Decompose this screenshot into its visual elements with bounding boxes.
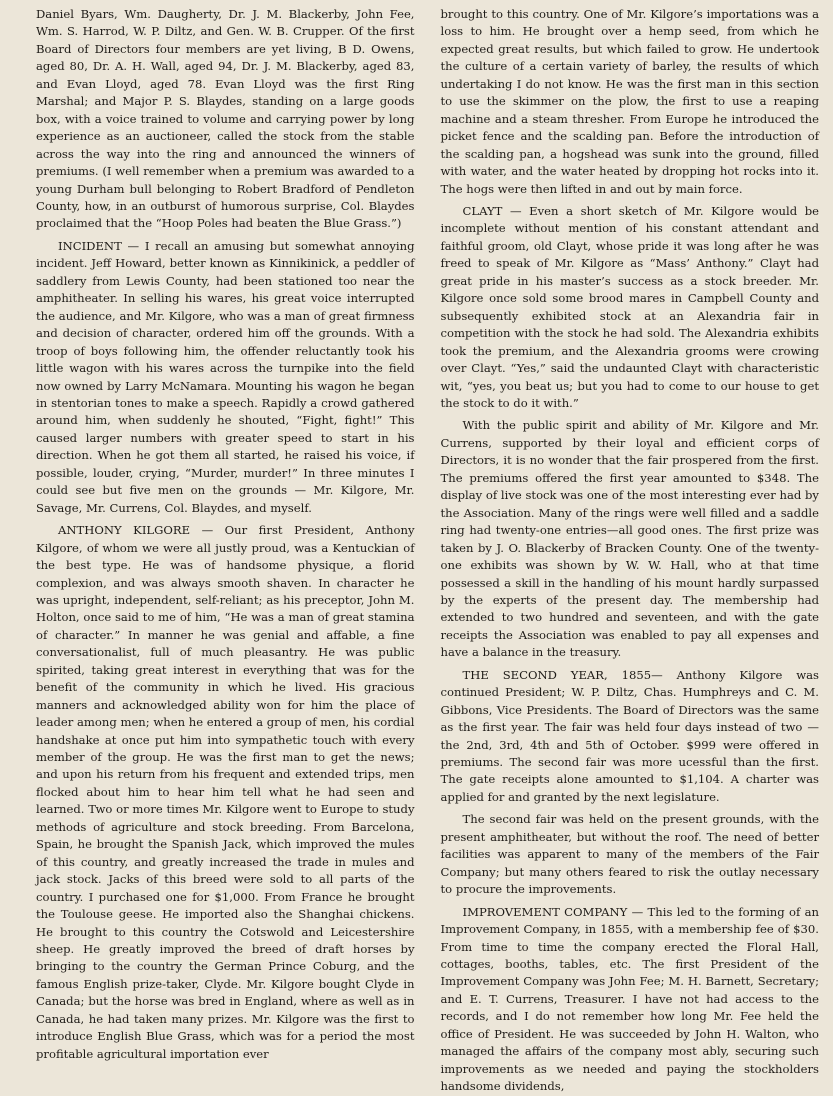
paragraph: With the public spirit and ability of Mr. Kilgore and Mr. Currens, supported by their loyal and efficient corps of Directors, it is no wonder that the fair prospered from the first. The premiums offered the first year amounted to $348. The display of live stock was one of the most interesting ever had by the Association. Many of the rings were well filled and a saddle ring had twenty-one entries—all good ones. The first prize was taken by J. O. Blackerby of Bracken County. One of the twenty-one exhibits was shown by W. W. Hall, who at that time possessed a skill in the handling of his mount hardly surpassed by the experts of the present day. The membership had extended to two hundred and seventeen, and with the gate receipts the Association was enabled to pay all expenses and have a balance in the treasury. xyxy=(440,418,819,660)
right-column xyxy=(440,6,820,1094)
paragraph: Daniel Byars, Wm. Daugherty, Dr. J. M. Blackerby, John Fee, Wm. S. Harrod, W. P. Diltz, and Gen. W. B. Crupper. Of the first Board of Directors four members are yet living, B D. Owens, aged 80, Dr. A. H. Wall, aged 94, Dr. J. M. Blackerby, aged 83, and Evan Lloyd, aged 78. Evan Lloyd was the first Ring Marshal; and Major P. S. Blaydes, standing on a large goods box, with a voice trained to volume and carrying power by long experience as an auctioneer, called the stock from the stable across the way into the ring and announced the winners of premiums. (I well remember when a premium was awarded to a young Durham bull belonging to Robert Bradford of Pendleton County, how, in an outburst of humorous surprise, Col. Blaydes proclaimed that the “Hoop Poles had beaten the Blue Grass.”) xyxy=(36,7,415,231)
paragraph: brought to this country. One of Mr. Kilgore’s importations was a loss to him. He brought over a hemp seed, from which he expected great results, but which failed to grow. He undertook the culture of a certain variety of barley, the results of which undertaking I do not know. He was the first man in this section to use the skimmer on the plow, the first to use a reaping machine and a steam thresher. From Europe he introduced the picket fence and the scalding pan. Before the introduction of the scalding pan, a hogshead was sunk into the ground, filled with water, and the water heated by dropping hot rocks into it. The hogs were then lifted in and out by main force. xyxy=(440,7,819,196)
paragraph: IMPROVEMENT COMPANY — This led to the forming of an Improvement Company, in 1855, with a membership fee of $30. From time to time the company erected the Floral Hall, cottages, booths, tables, etc. The first President of the Improvement Company was John Fee; M. H. Barnett, Secretary; and E. T. Currens, Treasurer. I have not had access to the records, and I do not remember how long Mr. Fee held the office of President. He was succeeded by John H. Walton, who managed the affairs of the company most ably, securing such improvements as we needed and paying the stockholders handsome dividends, xyxy=(440,904,819,1094)
left-column xyxy=(36,6,415,1061)
paragraph: INCIDENT — I recall an amusing but somewhat annoying incident. Jeff Howard, better known as Kinnikinick, a peddler of saddlery from Lewis County, had been stationed too near the amphitheater. In selling his wares, his great voice interrupted the audience, and Mr. Kilgore, who was a man of great firmness and decision of character, ordered him off the grounds. With a troop of boys following him, the offender reluctantly took his little wagon with his wares across the turnpike into the field now owned by Larry McNamara. Mounting his wagon he began in stentorian tones to make a speech. Rapidly a crowd gathered around him, when suddenly he shouted, “Fight, fight!” This caused larger numbers with greater speed to start in his direction. When he got them all started, he raised his voice, if possible, louder, crying, “Murder, murder!” In three minutes I could see but five men on the grounds — Mr. Kilgore, Mr. Savage, Mr. Currens, Col. Blaydes, and myself. xyxy=(36,238,415,515)
paragraph: THE SECOND YEAR, 1855— Anthony Kilgore was continued President; W. P. Diltz, Chas. Humphreys and C. M. Gibbons, Vice Presidents. The Board of Directors was the same as the first year. The fair was held four days instead of two — the 2nd, 3rd, 4th and 5th of October. $999 were offered in premiums. The second fair was more ucessful than the first. The gate receipts alone amounted to $1,104. A charter was applied for and granted by the next legislature. xyxy=(440,667,819,804)
paragraph: The second fair was held on the present grounds, with the present amphitheater, but without the roof. The need of better facilities was apparent to many of the members of the Fair Company; but many others feared to risk the outlay necessary to procure the improvements. xyxy=(440,812,819,897)
paragraph: ANTHONY KILGORE — Our first President, Anthony Kilgore, of whom we were all justly proud, was a Kentuckian of the best type. He was of handsome physique, a florid complexion, and was always smooth shaven. In character he was upright, independent, self-reliant; as his preceptor, John M. Holton, once said to me of him, “He was a man of great stamina of character.” In manner he was genial and affable, a fine conversationalist, full of much pleasantry. He was public spirited, taking great interest in everything that was for the benefit of the community in which he lived. His gracious manners and acknowledged ability won for him the place of leader among men; when he entered a group of men, his cordial handshake at once put him into sympathetic touch with every member of the group. He was the first man to get the news; and upon his return from his frequent and extended trips, men flocked about him to hear him tell what he had seen and learned. Two or more times Mr. Kilgore went to Europe to study methods of agriculture and stock breeding. From Barcelona, Spain, he brought the Spanish Jack, which improved the mules of this country, and greatly increased the trade in mules and jack stock. Jacks of this breed were sold to all parts of the country. I purchased one for $1,000. From France he brought the Toulouse geese. He imported also the Shanghai chickens. He brought to this country the Cotswold and Leicestershire sheep. He greatly improved the breed of draft horses by bringing to the country the German Prince Coburg, and the famous English prize-taker, Clyde. Mr. Kilgore bought Clyde in Canada; but the horse was bred in England, where as well as in Canada, he had taken many prizes. Mr. Kilgore was the first to introduce English Blue Grass, which was for a period the most profitable agricultural importation ever xyxy=(36,523,415,1061)
paragraph: CLAYT — Even a short sketch of Mr. Kilgore would be incomplete without mention of his constant attendant and faithful groom, old Clayt, whose pride it was long after he was freed to speak of Mr. Kilgore as “Mass’ Anthony.” Clayt had great pride in his master’s success as a stock breeder. Mr. Kilgore once sold some brood mares in Campbell County and subsequently exhibited stock at an Alexandria fair in competition with the stock he had sold. The Alexandria exhibits took the premium, and the Alexandria grooms were crowing over Clayt. “Yes,” said the undaunted Clayt with characteristic wit, “yes, you beat us; but you had to come to our house to get the stock to do it with.” xyxy=(440,203,819,410)
